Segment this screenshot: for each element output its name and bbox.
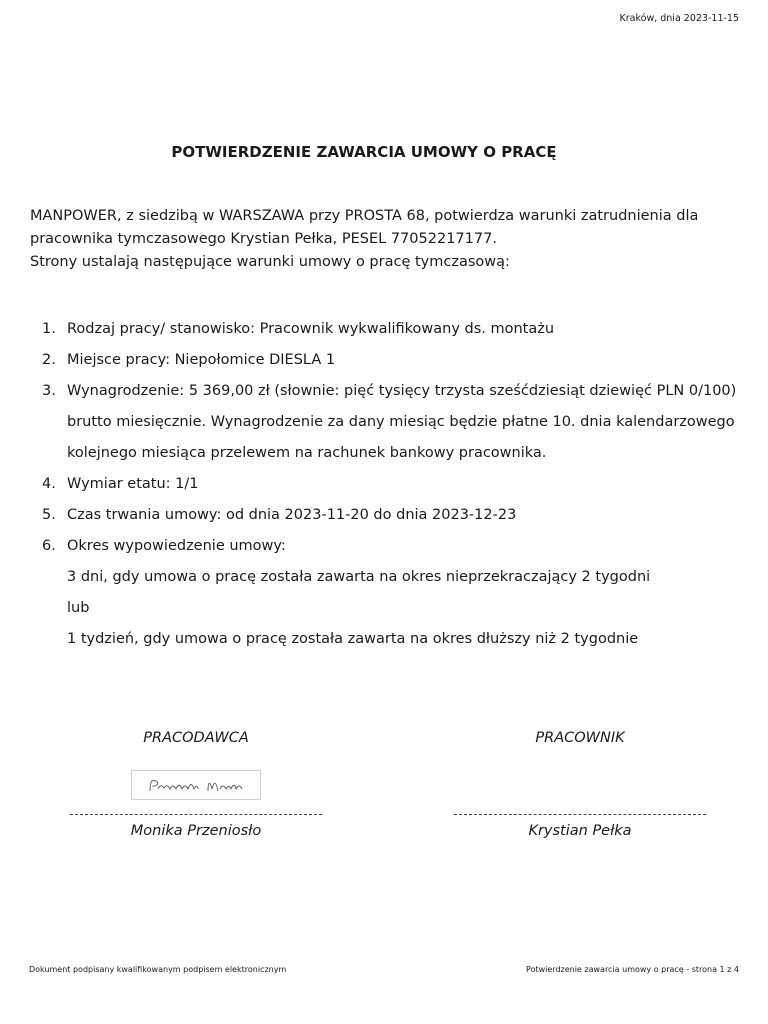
employee-role-label: PRACOWNIK (535, 730, 625, 746)
employee-signature-block (450, 730, 710, 839)
term-number: 1. (42, 321, 56, 337)
intro-line: Strony ustalają następujące warunki umowy o pracę tymczasową: (30, 254, 510, 270)
employer-name: Monika Przeniosło (130, 823, 262, 839)
term-line: Miejsce pracy: Niepołomice DIESLA 1 (67, 352, 336, 368)
signature-scribble-icon (132, 771, 260, 799)
employer-signature-block (66, 730, 326, 839)
term-line: Wymiar etatu: 1/1 (67, 476, 199, 492)
footer-page-number: Potwierdzenie zawarcia umowy o pracę - strona 1 z 4 (526, 965, 739, 974)
footer-signature-note: Dokument podpisany kwalifikowanym podpisem elektronicznym (29, 965, 287, 974)
term-item (42, 376, 742, 469)
signature-line (70, 814, 322, 815)
term-line: Wynagrodzenie: 5 369,00 zł (słownie: pięć tysięcy trzysta sześćdziesiąt dziewięć PLN 0/100) (67, 383, 737, 399)
employer-role-label: PRACODAWCA (143, 730, 249, 746)
term-number: 3. (42, 383, 56, 399)
intro-line: MANPOWER, z siedzibą w WARSZAWA przy PROSTA 68, potwierdza warunki zatrudnienia dla (30, 208, 699, 224)
term-line: Czas trwania umowy: od dnia 2023-11-20 do dnia 2023-12-23 (67, 507, 517, 523)
document-title: POTWIERDZENIE ZAWARCIA UMOWY O PRACĘ (171, 143, 557, 161)
term-item (42, 314, 742, 345)
handwritten-signature (131, 770, 261, 800)
term-number: 6. (42, 538, 56, 554)
employee-name: Krystian Pełka (528, 823, 632, 839)
term-item (42, 345, 742, 376)
term-line: Okres wypowiedzenie umowy: (67, 538, 286, 554)
term-item (42, 531, 742, 655)
terms-list (42, 314, 742, 655)
term-line: 1 tydzień, gdy umowa o pracę została zawarta na okres dłuższy niż 2 tygodnie (67, 631, 639, 647)
term-number: 5. (42, 507, 56, 523)
term-item (42, 500, 742, 531)
term-line: lub (67, 600, 90, 616)
term-line: kolejnego miesiąca przelewem na rachunek bankowy pracownika. (67, 445, 547, 461)
term-line: 3 dni, gdy umowa o pracę została zawarta na okres nieprzekraczający 2 tygodni (67, 569, 651, 585)
intro-paragraph (30, 205, 742, 274)
term-line: brutto miesięcznie. Wynagrodzenie za dany miesiąc będzie płatne 10. dnia kalendarzowego (67, 414, 735, 430)
empty-signature-area (450, 752, 710, 800)
place-date: Kraków, dnia 2023-11-15 (619, 13, 739, 24)
intro-line: pracownika tymczasowego Krystian Pełka, PESEL 77052217177. (30, 231, 497, 247)
term-item (42, 469, 742, 500)
term-number: 2. (42, 352, 56, 368)
term-number: 4. (42, 476, 56, 492)
signature-line (454, 814, 706, 815)
term-line: Rodzaj pracy/ stanowisko: Pracownik wykwalifikowany ds. montażu (67, 321, 555, 337)
